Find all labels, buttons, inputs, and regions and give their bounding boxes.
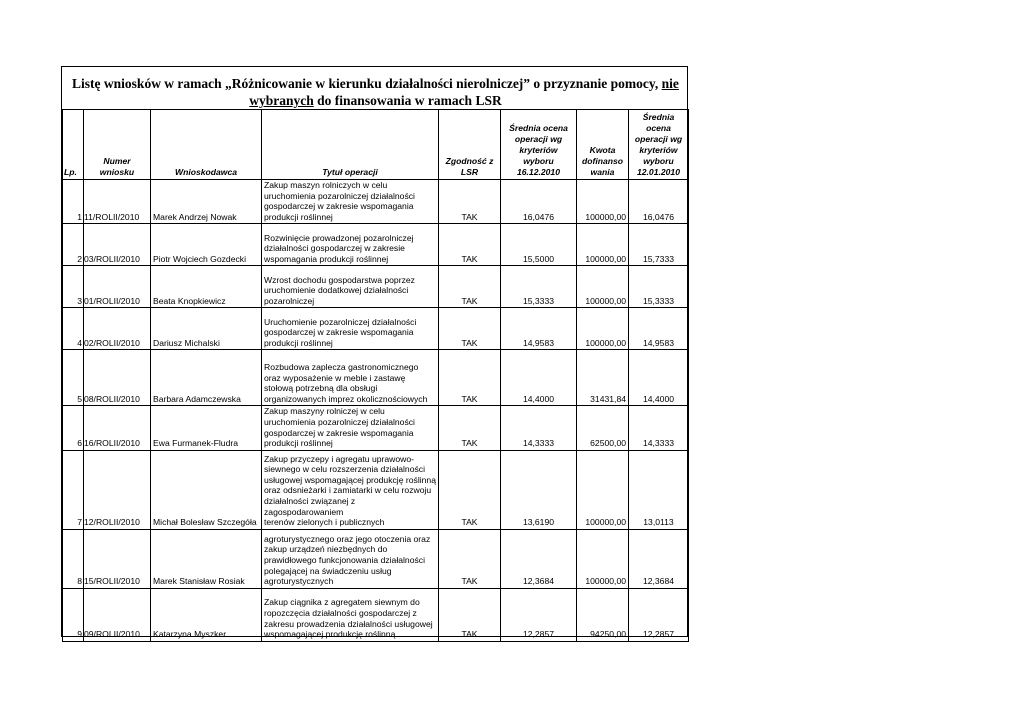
cell-zgodnosc: TAK: [439, 180, 501, 224]
title-line: produkcji roślinnej: [264, 438, 333, 449]
cell-kwota: 31431,84: [577, 350, 629, 406]
cell-numer: 08/ROLII/2010: [84, 350, 151, 406]
cell-numer: 09/ROLII/2010: [84, 588, 151, 641]
cell-numer: 03/ROLII/2010: [84, 224, 151, 266]
document-sheet: [61, 66, 688, 640]
cell-lp: 1: [63, 180, 84, 224]
cell-srednia-1: 15,5000: [501, 224, 577, 266]
title-line: stołową potrzebną dla obsługi: [264, 383, 378, 394]
cell-tytul: [262, 450, 439, 529]
table-row: [63, 350, 689, 406]
header-wnioskodawca: Wnioskodawca: [151, 110, 262, 180]
title-line2-underlined: wybranych: [249, 93, 314, 108]
title-line: gospodarczej w zakresie wspomagania: [264, 201, 414, 212]
cell-numer: 02/ROLII/2010: [84, 308, 151, 350]
title-line: Uruchomienie pozarolniczej działalności: [264, 316, 417, 327]
cell-zgodnosc: TAK: [439, 224, 501, 266]
cell-zgodnosc: TAK: [439, 266, 501, 308]
title-line: Zakup maszyn rolniczych w celu: [264, 180, 388, 190]
cell-srednia-1: 14,4000: [501, 350, 577, 406]
cell-srednia-2: 15,7333: [629, 224, 689, 266]
cell-srednia-1: 12,2857: [501, 588, 577, 641]
title-line: agroturystycznych: [264, 576, 334, 587]
title-line: Zakup przyczepy i agregatu uprawowo-: [264, 453, 414, 464]
title-line: uruchomienie dodatkowej działalności: [264, 285, 409, 296]
applications-table: [62, 109, 689, 642]
cell-kwota: 100000,00: [577, 529, 629, 588]
title-line: gospodarczej w zakresie wspomagania: [264, 327, 414, 338]
cell-zgodnosc: TAK: [439, 588, 501, 641]
cell-srednia-2: 15,3333: [629, 266, 689, 308]
cell-kwota: 100000,00: [577, 308, 629, 350]
cell-lp: 3: [63, 266, 84, 308]
cell-wnioskodawca: Beata Knopkiewicz: [151, 266, 262, 308]
cell-numer: 16/ROLII/2010: [84, 406, 151, 450]
document-title: [62, 75, 689, 109]
header-tytul: Tytuł operacji: [262, 110, 439, 180]
cell-tytul: [262, 588, 439, 641]
title-line: działalności związanej z zagospodarowaniem: [264, 495, 356, 517]
cell-srednia-1: 16,0476: [501, 180, 577, 224]
title-line: Zakup maszyny rolniczej w celu: [264, 406, 385, 417]
title-line: uruchomienia pozarolniczej działalności: [264, 190, 415, 201]
cell-srednia-1: 13,6190: [501, 450, 577, 529]
title-line: zakup urządzeń niezbędnych do: [264, 544, 388, 555]
cell-lp: 4: [63, 308, 84, 350]
cell-wnioskodawca: Marek Andrzej Nowak: [151, 180, 262, 224]
cell-srednia-1: 14,3333: [501, 406, 577, 450]
table-row: [63, 406, 689, 450]
table-row: [63, 266, 689, 308]
table-row: [63, 180, 689, 224]
title-line: produkcji roślinnej: [264, 337, 333, 348]
cell-kwota: 94250,00: [577, 588, 629, 641]
table-row: [63, 588, 689, 641]
cell-numer: 01/ROLII/2010: [84, 266, 151, 308]
cell-srednia-1: 12,3684: [501, 529, 577, 588]
cell-wnioskodawca: Dariusz Michalski: [151, 308, 262, 350]
header-kwota: Kwota dofinanso wania: [577, 110, 629, 180]
header-zgodnosc: Zgodność z LSR: [439, 110, 501, 180]
title-line: wspomagania produkcji roślinnej: [264, 253, 389, 264]
cell-wnioskodawca: Michał Bolesław Szczegóła: [151, 450, 262, 529]
cell-lp: 7: [63, 450, 84, 529]
cell-srednia-2: 16,0476: [629, 180, 689, 224]
cell-numer: 12/ROLII/2010: [84, 450, 151, 529]
title-line: uruchomienia pozarolniczej działalności: [264, 416, 415, 427]
title-line: polegającej na świadczeniu usług: [264, 565, 392, 576]
cell-kwota: 100000,00: [577, 224, 629, 266]
title-line: Zakup ciągnika z agregatem siewnym do: [264, 597, 420, 608]
title-line2: do finansowania w ramach LSR: [313, 93, 502, 108]
cell-lp: 2: [63, 224, 84, 266]
title-line: działalności gospodarczej w zakresie: [264, 243, 405, 254]
cell-lp: 9: [63, 588, 84, 641]
cell-kwota: 62500,00: [577, 406, 629, 450]
cell-wnioskodawca: Piotr Wojciech Gozdecki: [151, 224, 262, 266]
table-row: [63, 308, 689, 350]
header-lp: Lp.: [63, 110, 84, 180]
cell-tytul: [262, 224, 439, 266]
table-row: [63, 224, 689, 266]
cell-srednia-2: 12,3684: [629, 529, 689, 588]
cell-kwota: 100000,00: [577, 450, 629, 529]
cell-kwota: 100000,00: [577, 266, 629, 308]
cell-srednia-2: 14,3333: [629, 406, 689, 450]
title-line: wspomagającej produkcję roślinną: [264, 629, 396, 640]
cell-zgodnosc: TAK: [439, 406, 501, 450]
cell-srednia-2: 14,4000: [629, 350, 689, 406]
cell-lp: 6: [63, 406, 84, 450]
cell-srednia-2: 13,0113: [629, 450, 689, 529]
header-srednia-2: Średnia ocena operacji wg kryteriów wyboru 12.01.2010: [629, 110, 689, 180]
header-srednia-1: Średnia ocena operacji wg kryteriów wyboru 16.12.2010: [501, 110, 577, 180]
title-line: siewnego w celu rozszerzenia działalności: [264, 464, 425, 475]
table-header-row: [63, 110, 689, 180]
table-row: [63, 450, 689, 529]
title-line: oraz wyposażenie w meble i zastawę: [264, 372, 406, 383]
title-line: organizowanych imprez okolicznościowych: [264, 393, 428, 404]
cell-tytul: [262, 308, 439, 350]
title-line: zakresu prowadzenia działalności usługowej: [264, 618, 433, 629]
cell-tytul: [262, 406, 439, 450]
cell-srednia-1: 15,3333: [501, 266, 577, 308]
title-line: usługowej wspomagającej produkcję roślinną: [264, 474, 436, 485]
cell-wnioskodawca: Ewa Furmanek-Fludra: [151, 406, 262, 450]
cell-wnioskodawca: Marek Stanisław Rosiak: [151, 529, 262, 588]
cell-tytul: [262, 180, 439, 224]
title-line: terenów zielonych i publicznych: [264, 517, 385, 528]
title-line: prawidłowego funkcjonowania działalności: [264, 554, 425, 565]
cell-srednia-2: 12,2857: [629, 588, 689, 641]
cell-srednia-2: 14,9583: [629, 308, 689, 350]
title-line: Rozbudowa zaplecza gastronomicznego: [264, 362, 419, 372]
title-line: oraz odsnieżarki i zamiatarki w celu rozwoju: [264, 485, 432, 496]
cell-zgodnosc: TAK: [439, 529, 501, 588]
cell-wnioskodawca: Katarzyna Myszker: [151, 588, 262, 641]
cell-numer: 11/ROLII/2010: [84, 180, 151, 224]
cell-zgodnosc: TAK: [439, 350, 501, 406]
cell-tytul: [262, 529, 439, 588]
cell-zgodnosc: TAK: [439, 308, 501, 350]
header-numer: Numer wniosku: [84, 110, 151, 180]
title-line: ropozczęcia działalności gospodarczej z: [264, 607, 417, 618]
title-line: pozarolniczej: [264, 295, 315, 306]
cell-wnioskodawca: Barbara Adamczewska: [151, 350, 262, 406]
cell-tytul: [262, 350, 439, 406]
title-line: produkcji roślinnej: [264, 211, 333, 222]
cell-tytul: [262, 266, 439, 308]
title-line: agroturystycznego oraz jego otoczenia oraz: [264, 533, 431, 544]
title-line1: Listę wniosków w ramach „Różnicowanie w kierunku działalności nierolniczej” o przyznanie pomocy,: [72, 76, 662, 91]
cell-zgodnosc: TAK: [439, 450, 501, 529]
title-line: Rozwinięcie prowadzonej pozarolniczej: [264, 232, 414, 243]
cell-kwota: 100000,00: [577, 180, 629, 224]
table-row: [63, 529, 689, 588]
cell-numer: 15/ROLII/2010: [84, 529, 151, 588]
cell-srednia-1: 14,9583: [501, 308, 577, 350]
title-line: Wzrost dochodu gospodarstwa poprzez: [264, 274, 415, 285]
title-line1-underlined: nie: [661, 76, 679, 91]
cell-lp: 5: [63, 350, 84, 406]
cell-lp: 8: [63, 529, 84, 588]
title-line: gospodarczej w zakresie wspomagania: [264, 427, 414, 438]
